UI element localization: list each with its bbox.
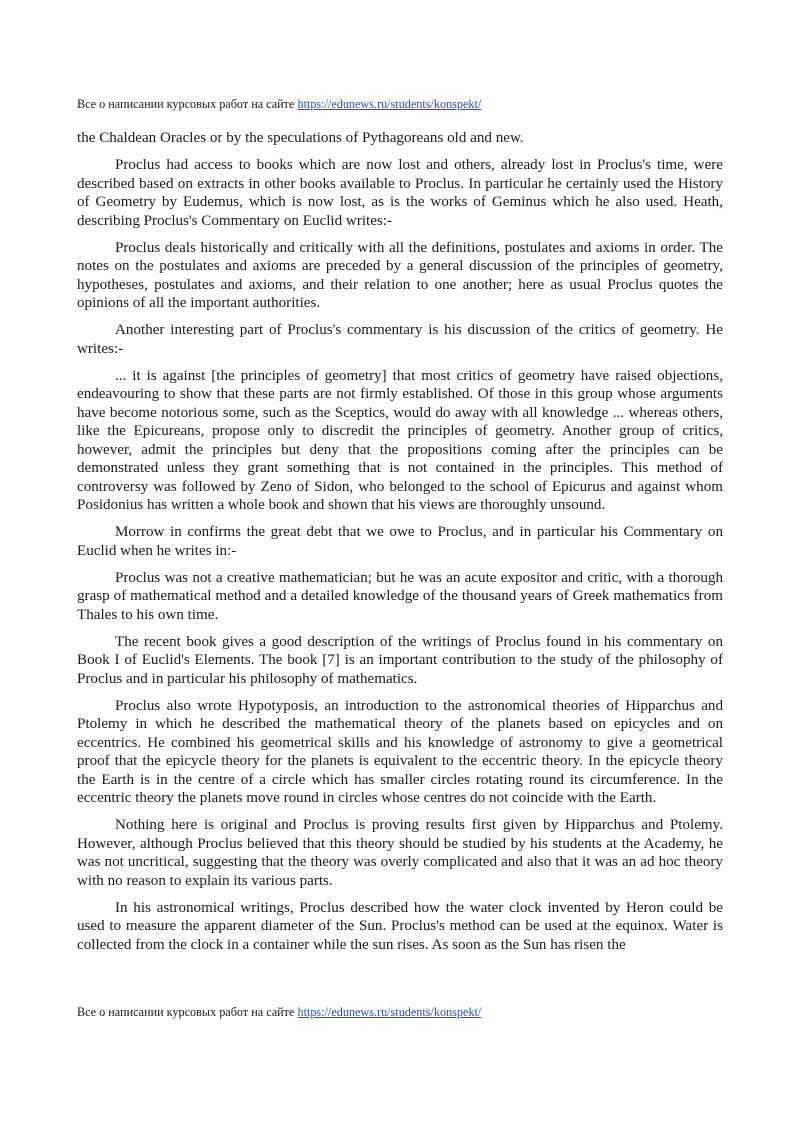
- page-header-note: [77, 97, 481, 112]
- paragraph-continuation: the Chaldean Oracles or by the speculations of Pythagoreans old and new.: [77, 130, 524, 146]
- header-note-text: Все о написании курсовых работ на сайте: [77, 97, 298, 111]
- paragraph-sources: Proclus had access to books which are now lost and others, already lost in Proclus's time, were described based on extracts in other books available to Proclus. In particular he certainly used the History of Geometry by Eudemus, which is now lost, as is the works of Geminus which he also used. Heath, describing Proclus's Commentary on Euclid writes:-: [77, 157, 723, 229]
- paragraph-critics-intro: Another interesting part of Proclus's commentary is his discussion of the critics of geometry. He writes:-: [77, 322, 723, 357]
- paragraph-morrow-quote: Proclus was not a creative mathematician; but he was an acute expositor and critic, with a thorough grasp of mathematical method and a detailed knowledge of the thousand years of Greek mathematics from Thales to his own time.: [77, 569, 723, 623]
- header-link[interactable]: https://edunews.ru/students/konspekt/: [297, 97, 482, 111]
- paragraph-nothing-original: Nothing here is original and Proclus is proving results first given by Hipparchus and Ptolemy. However, although Proclus believed that this theory should be studied by his students at the Academy, he was not uncritical, suggesting that the theory was overly complicated and also that it was an ad hoc theory with no reason to explain its various parts.: [77, 817, 723, 889]
- footer-link[interactable]: https://edunews.ru/students/konspekt/: [297, 1005, 482, 1019]
- paragraph-recent-book: The recent book gives a good description of the writings of Proclus found in his commentary on Book I of Euclid's Elements. The book [7] is an important contribution to the study of the philosophy of Proclus and in particular his philosophy of mathematics.: [77, 633, 723, 687]
- paragraph-morrow-intro: Morrow in confirms the great debt that we owe to Proclus, and in particular his Commentary on Euclid when he writes in:-: [77, 524, 723, 559]
- page-footer-note: [77, 1005, 481, 1020]
- paragraph-critics-quote: ... it is against [the principles of geometry] that most critics of geometry have raised objections, endeavouring to show that these parts are not firmly established. Of those in this group whose arguments have become notorious some, such as the Sceptics, would do away with all knowledge ... whereas others, like the Epicureans, propose only to discredit the principles of geometry. Another group of critics, however, admit the principles but deny that the propositions coming after the principles can be demonstrated unless they grant something that is not contained in the principles. This method of controversy was followed by Zeno of Sidon, who belonged to the school of Epicurus and against whom Posidonius has written a whole book and shown that his views are thoroughly unsound.: [77, 367, 723, 513]
- paragraph-water-clock: In his astronomical writings, Proclus described how the water clock invented by Heron could be used to measure the apparent diameter of the Sun. Proclus's method can be used at the equinox. Water is collected from the clock in a container while the sun rises. As soon as the Sun has risen the: [77, 899, 723, 953]
- footer-note-text: Все о написании курсовых работ на сайте: [77, 1005, 298, 1019]
- paragraph-heath-quote: Proclus deals historically and critically with all the definitions, postulates and axioms in order. The notes on the postulates and axioms are preceded by a general discussion of the principles of geometry, hypotheses, postulates and axioms, and their relation to one another; here as usual Proclus quotes the opinions of all the important authorities.: [77, 239, 723, 311]
- paragraph-hypotyposis: Proclus also wrote Hypotyposis, an introduction to the astronomical theories of Hipparchus and Ptolemy in which he described the mathematical theory of the planets based on epicycles and on eccentrics. He combined his geometrical skills and his knowledge of astronomy to give a geometrical proof that the epicycle theory for the planets is equivalent to the eccentric theory. In the epicycle theory the Earth is in the centre of a circle which has smaller circles rotating round its circumference. In the eccentric theory the planets move round in circles whose centres do not coincide with the Earth.: [77, 697, 723, 806]
- document-body: [77, 129, 723, 963]
